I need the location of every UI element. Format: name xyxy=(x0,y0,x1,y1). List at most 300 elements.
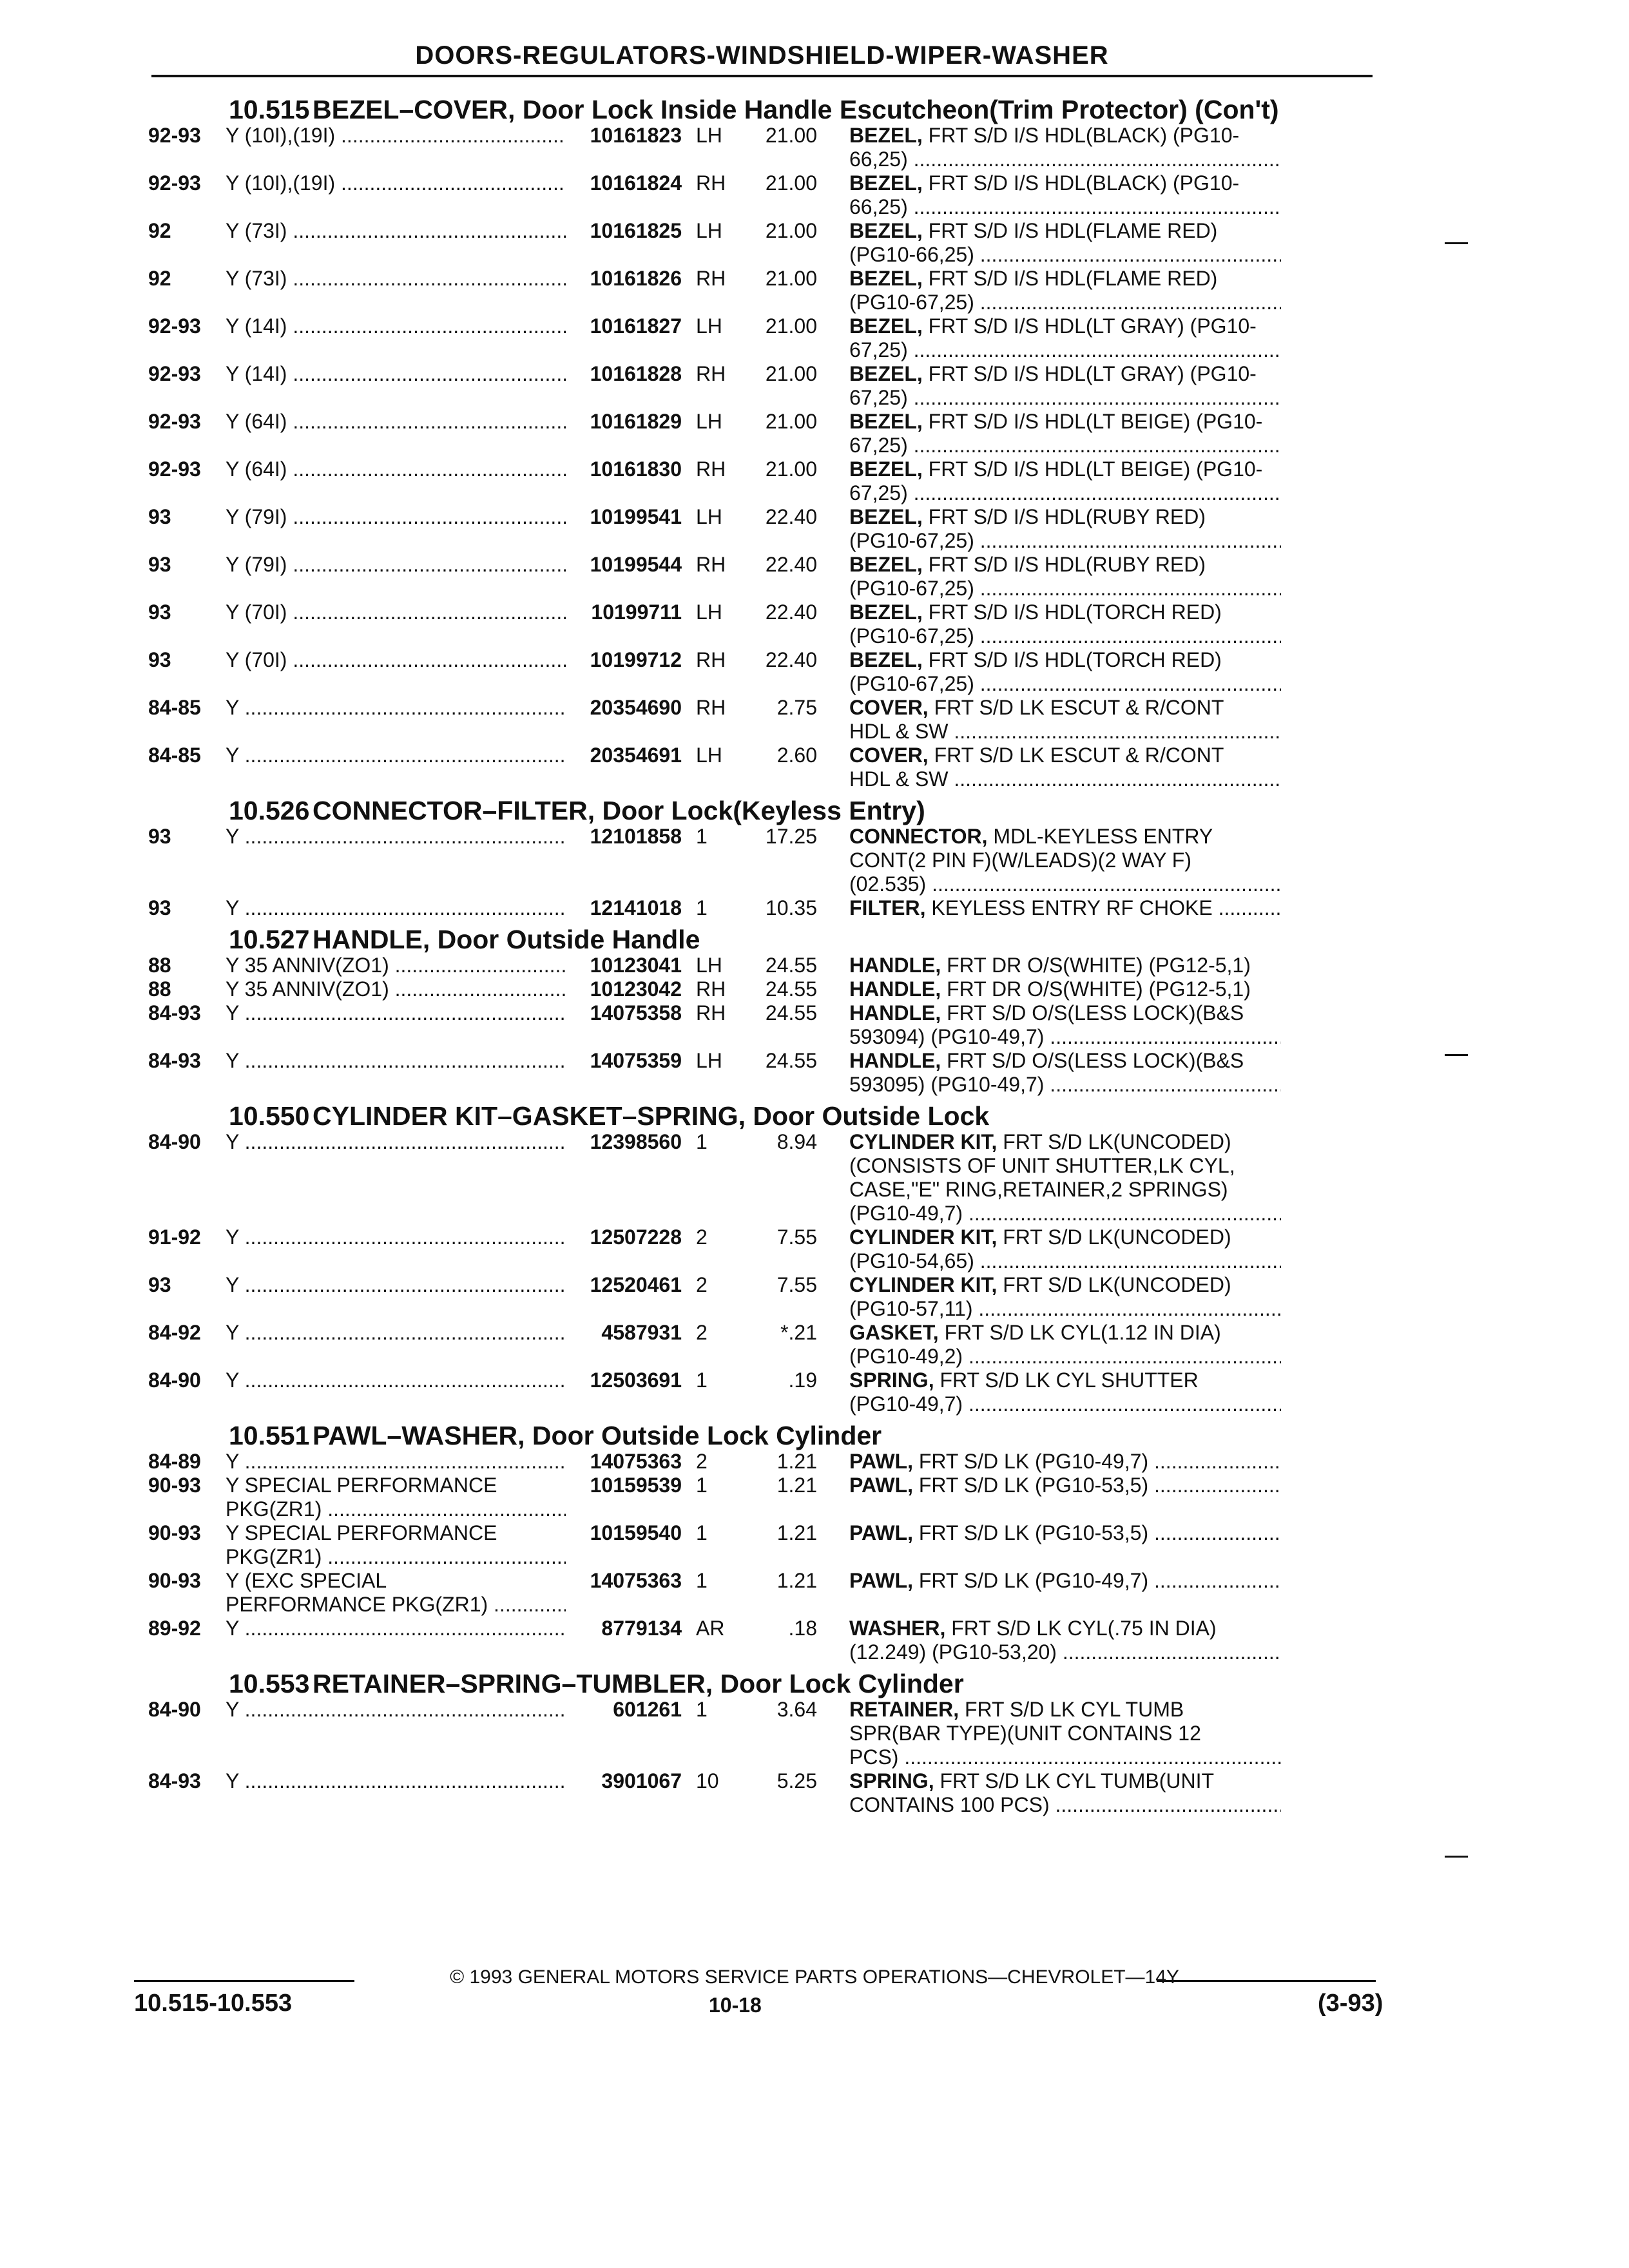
model-years: 84-90 xyxy=(148,1698,201,1721)
section-heading xyxy=(148,796,1373,825)
description-line xyxy=(849,1698,1281,1722)
description xyxy=(817,1521,1281,1569)
description-line xyxy=(849,1273,1281,1297)
description xyxy=(817,124,1281,171)
part-name: WASHER, xyxy=(849,1617,946,1640)
description-text: (PG10-67,25) xyxy=(849,672,974,695)
description-text: KEYLESS ENTRY RF CHOKE xyxy=(931,896,1213,919)
quantity: 1 xyxy=(696,1474,708,1497)
quantity: RH xyxy=(696,171,726,195)
revision-date: (3-93) xyxy=(1318,1990,1383,2017)
quantity: 2 xyxy=(696,1321,708,1344)
page-header xyxy=(151,39,1373,77)
catalog-section xyxy=(148,1669,1373,1817)
description-line xyxy=(849,977,1281,1001)
list-price: 24.55 xyxy=(765,977,817,1001)
list-price: 3.64 xyxy=(776,1698,817,1721)
quantity: 1 xyxy=(696,1130,708,1153)
model-years: 92-93 xyxy=(148,362,201,385)
part-number: 10161830 xyxy=(590,457,682,481)
description-line xyxy=(849,1722,1281,1745)
application-line: Y (73I) ..... xyxy=(226,219,566,243)
list-price: 21.00 xyxy=(765,362,817,385)
description xyxy=(817,1049,1281,1097)
list-price: 21.00 xyxy=(765,314,817,338)
list-price: 10.35 xyxy=(765,896,817,919)
description xyxy=(817,1450,1281,1474)
description-text: (PG10-54,65) xyxy=(849,1249,974,1273)
model-years: 84-93 xyxy=(148,1001,201,1024)
description xyxy=(817,505,1281,553)
description-text: HDL & SW xyxy=(849,767,949,791)
list-price: 1.21 xyxy=(776,1569,817,1592)
catalog-section xyxy=(148,1421,1373,1664)
description xyxy=(817,1130,1281,1225)
list-price: 22.40 xyxy=(765,601,817,624)
part-row xyxy=(148,648,1373,696)
description-text: 67,25) xyxy=(849,434,908,457)
part-name: BEZEL, xyxy=(849,314,923,338)
description-text: FRT S/D I/S HDL(BLACK) (PG10- xyxy=(928,124,1240,147)
description-line xyxy=(849,1474,1281,1497)
copyright-notice: © 1993 GENERAL MOTORS SERVICE PARTS OPERATIONS—CHEVROLET—14Y xyxy=(450,1966,1179,1988)
part-row xyxy=(148,1521,1373,1569)
description xyxy=(817,601,1281,648)
section-heading xyxy=(148,1102,1373,1130)
part-row xyxy=(148,1001,1373,1049)
list-price: 22.40 xyxy=(765,505,817,528)
part-name: CYLINDER KIT, xyxy=(849,1273,998,1296)
model-years: 92 xyxy=(148,219,171,242)
application xyxy=(226,744,566,791)
section-number: 10.515 xyxy=(229,95,310,124)
application-line: Y ..... xyxy=(226,1225,566,1249)
part-number: 601261 xyxy=(613,1698,682,1721)
part-row xyxy=(148,1321,1373,1369)
application-line: Y ..... xyxy=(226,1321,566,1345)
description xyxy=(817,410,1281,457)
description-line xyxy=(849,1569,1281,1593)
application-line: Y (64I) ..... xyxy=(226,457,566,481)
description-line xyxy=(849,1521,1281,1545)
description-line xyxy=(849,243,1281,267)
description-line xyxy=(849,1130,1281,1154)
description-text: FRT S/D LK (PG10-53,5) xyxy=(918,1474,1149,1497)
application-line: Y ..... xyxy=(226,1273,566,1297)
description-text: FRT S/D I/S HDL(TORCH RED) xyxy=(928,648,1222,671)
part-name: BEZEL, xyxy=(849,648,923,671)
quantity: RH xyxy=(696,267,726,290)
description xyxy=(817,1769,1281,1817)
part-row xyxy=(148,457,1373,505)
model-years: 92-93 xyxy=(148,410,201,433)
description-text: 67,25) xyxy=(849,386,908,409)
part-name: HANDLE, xyxy=(849,1001,941,1024)
list-price: 7.55 xyxy=(776,1225,817,1249)
application xyxy=(226,648,566,696)
application-line: Y ..... xyxy=(226,825,566,849)
application-line: Y ..... xyxy=(226,1698,566,1722)
quantity: 2 xyxy=(696,1273,708,1296)
quantity: 10 xyxy=(696,1769,719,1792)
quantity: LH xyxy=(696,124,722,147)
model-years: 84-92 xyxy=(148,1321,201,1344)
description-text: FRT S/D LK (PG10-49,7) xyxy=(918,1450,1149,1473)
section-title: RETAINER–SPRING–TUMBLER, Door Lock Cylinder xyxy=(313,1669,964,1698)
application xyxy=(226,553,566,601)
description xyxy=(817,1273,1281,1321)
application-line: Y ..... xyxy=(226,1130,566,1154)
description-text: CASE,"E" RING,RETAINER,2 SPRINGS) xyxy=(849,1178,1228,1201)
description-line xyxy=(849,1202,1281,1225)
part-name: BEZEL, xyxy=(849,124,923,147)
description-text: FRT S/D LK CYL(1.12 IN DIA) xyxy=(944,1321,1221,1344)
description-text: (PG10-67,25) xyxy=(849,529,974,552)
quantity: LH xyxy=(696,744,722,767)
description xyxy=(817,696,1281,744)
description-line xyxy=(849,314,1281,338)
quantity: LH xyxy=(696,1049,722,1072)
model-years: 84-93 xyxy=(148,1769,201,1792)
section-heading xyxy=(148,925,1373,954)
description-text: FRT S/D I/S HDL(LT BEIGE) (PG10- xyxy=(928,410,1263,433)
model-years: 88 xyxy=(148,977,171,1001)
application xyxy=(226,1769,566,1817)
part-number: 10161824 xyxy=(590,171,682,195)
description-line xyxy=(849,1321,1281,1345)
model-years: 93 xyxy=(148,505,171,528)
quantity: 2 xyxy=(696,1450,708,1473)
description-line xyxy=(849,1001,1281,1025)
part-row xyxy=(148,219,1373,267)
description-text: FRT S/D LK CYL TUMB(UNIT xyxy=(940,1769,1215,1792)
application xyxy=(226,410,566,457)
application-line: Y (70I) ..... xyxy=(226,601,566,624)
description-line xyxy=(849,362,1281,386)
model-years: 92-93 xyxy=(148,457,201,481)
list-price: .18 xyxy=(788,1617,817,1640)
part-number: 14075363 xyxy=(590,1569,682,1592)
application xyxy=(226,1698,566,1769)
description-text: FRT S/D I/S HDL(RUBY RED) xyxy=(928,505,1206,528)
description-text: FRT S/D LK (PG10-53,5) xyxy=(918,1521,1149,1544)
part-number: 20354690 xyxy=(590,696,682,719)
description xyxy=(817,896,1281,920)
description-line xyxy=(849,577,1281,601)
list-price: 22.40 xyxy=(765,648,817,671)
list-price: 2.60 xyxy=(776,744,817,767)
part-name: CONNECTOR, xyxy=(849,825,988,848)
list-price: 21.00 xyxy=(765,457,817,481)
description-line xyxy=(849,1769,1281,1793)
quantity: LH xyxy=(696,314,722,338)
part-row xyxy=(148,267,1373,314)
part-number: 4587931 xyxy=(601,1321,682,1344)
part-name: BEZEL, xyxy=(849,553,923,576)
list-price: 1.21 xyxy=(776,1521,817,1544)
description xyxy=(817,1474,1281,1521)
list-price: 1.21 xyxy=(776,1450,817,1473)
part-row xyxy=(148,1225,1373,1273)
part-name: FILTER, xyxy=(849,896,926,919)
description xyxy=(817,171,1281,219)
description-text: FRT S/D I/S HDL(TORCH RED) xyxy=(928,601,1222,624)
part-name: PAWL, xyxy=(849,1521,913,1544)
part-number: 10161826 xyxy=(590,267,682,290)
catalog-section xyxy=(148,925,1373,1097)
part-name: HANDLE, xyxy=(849,977,941,1001)
application xyxy=(226,1474,566,1521)
model-years: 93 xyxy=(148,648,171,671)
part-row xyxy=(148,1474,1373,1521)
application xyxy=(226,1569,566,1617)
description-line xyxy=(849,672,1281,696)
quantity: RH xyxy=(696,553,726,576)
description-text: 66,25) xyxy=(849,195,908,218)
description-line xyxy=(849,1025,1281,1049)
list-price: 7.55 xyxy=(776,1273,817,1296)
section-title: CYLINDER KIT–GASKET–SPRING, Door Outside Lock xyxy=(313,1101,990,1131)
part-name: PAWL, xyxy=(849,1450,913,1473)
description-line xyxy=(849,457,1281,481)
application-line: Y (73I) ..... xyxy=(226,267,566,291)
part-name: RETAINER, xyxy=(849,1698,959,1721)
application xyxy=(226,457,566,505)
quantity: 1 xyxy=(696,1521,708,1544)
section-heading xyxy=(148,1421,1373,1450)
description-line xyxy=(849,767,1281,791)
application xyxy=(226,267,566,314)
application xyxy=(226,1450,566,1474)
quantity: RH xyxy=(696,362,726,385)
description-text: FRT S/D LK CYL TUMB xyxy=(964,1698,1184,1721)
part-number: 10123041 xyxy=(590,954,682,977)
quantity: 1 xyxy=(696,1569,708,1592)
part-row xyxy=(148,1450,1373,1474)
quantity: 1 xyxy=(696,1698,708,1721)
application-line: Y (79I) ..... xyxy=(226,505,566,529)
description-text: FRT S/D LK CYL(.75 IN DIA) xyxy=(951,1617,1217,1640)
part-name: HANDLE, xyxy=(849,1049,941,1072)
description xyxy=(817,1369,1281,1416)
application-line: Y SPECIAL PERFORMANCE xyxy=(226,1474,497,1497)
margin-mark xyxy=(1445,242,1468,244)
description-text: 593095) (PG10-49,7) xyxy=(849,1073,1045,1096)
description xyxy=(817,457,1281,505)
description-text: (PG10-49,7) xyxy=(849,1392,963,1416)
description xyxy=(817,1617,1281,1664)
description-line xyxy=(849,744,1281,767)
application xyxy=(226,171,566,219)
part-name: BEZEL, xyxy=(849,410,923,433)
description-line xyxy=(849,410,1281,434)
description xyxy=(817,977,1281,1001)
list-price: *.21 xyxy=(780,1321,817,1344)
part-row xyxy=(148,171,1373,219)
section-heading xyxy=(148,1669,1373,1698)
description xyxy=(817,648,1281,696)
margin-mark xyxy=(1445,1054,1468,1056)
quantity: RH xyxy=(696,696,726,719)
description-text: FRT S/D I/S HDL(RUBY RED) xyxy=(928,553,1206,576)
application xyxy=(226,1369,566,1416)
application-line: Y SPECIAL PERFORMANCE xyxy=(226,1521,497,1544)
description-line xyxy=(849,1369,1281,1392)
description-text: FRT S/D LK(UNCODED) xyxy=(1003,1273,1231,1296)
model-years: 93 xyxy=(148,825,171,848)
application-line: Y ..... xyxy=(226,896,566,920)
list-price: 5.25 xyxy=(776,1769,817,1792)
part-number: 10199711 xyxy=(591,601,682,624)
description-line xyxy=(849,648,1281,672)
application-line: Y ..... xyxy=(226,744,566,767)
model-years: 88 xyxy=(148,954,171,977)
description-line xyxy=(849,696,1281,720)
description-text: FRT S/D I/S HDL(LT GRAY) (PG10- xyxy=(928,362,1257,385)
description-line xyxy=(849,1745,1281,1769)
description-text: 593094) (PG10-49,7) xyxy=(849,1025,1045,1048)
application xyxy=(226,505,566,553)
description-line xyxy=(849,896,1281,920)
list-price: 21.00 xyxy=(765,171,817,195)
part-name: HANDLE, xyxy=(849,954,941,977)
part-number: 20354691 xyxy=(590,744,682,767)
description-text: FRT DR O/S(WHITE) (PG12-5,1) xyxy=(947,977,1251,1001)
description-line xyxy=(849,872,1281,896)
description-line xyxy=(849,267,1281,291)
section-heading xyxy=(148,95,1373,124)
part-number: 12503691 xyxy=(590,1369,682,1392)
part-name: PAWL, xyxy=(849,1569,913,1592)
description xyxy=(817,314,1281,362)
part-number: 10161823 xyxy=(590,124,682,147)
description xyxy=(817,362,1281,410)
part-number: 12398560 xyxy=(590,1130,682,1153)
description-line xyxy=(849,1345,1281,1369)
application xyxy=(226,1130,566,1225)
model-years: 93 xyxy=(148,601,171,624)
description-text: 67,25) xyxy=(849,338,908,361)
model-years: 93 xyxy=(148,553,171,576)
description-line xyxy=(849,386,1281,410)
part-row xyxy=(148,1617,1373,1664)
list-price: 24.55 xyxy=(765,954,817,977)
description-line xyxy=(849,624,1281,648)
application-line: Y (79I) ..... xyxy=(226,553,566,577)
description-line xyxy=(849,434,1281,457)
application-line: PKG(ZR1) ..... xyxy=(226,1497,566,1521)
section-title: HANDLE, Door Outside Handle xyxy=(313,925,700,954)
description-line xyxy=(849,1617,1281,1640)
description-text: FRT S/D LK ESCUT & R/CONT xyxy=(934,696,1224,719)
description-text: FRT S/D I/S HDL(LT GRAY) (PG10- xyxy=(928,314,1257,338)
description-text: PCS) xyxy=(849,1745,899,1769)
application-line: Y (70I) ..... xyxy=(226,648,566,672)
part-name: COVER, xyxy=(849,744,929,767)
application xyxy=(226,1321,566,1369)
application xyxy=(226,896,566,920)
part-number: 10161829 xyxy=(590,410,682,433)
description-line xyxy=(849,171,1281,195)
model-years: 92-93 xyxy=(148,171,201,195)
application-line: Y (64I) ..... xyxy=(226,410,566,434)
list-price: 22.40 xyxy=(765,553,817,576)
description-text: 66,25) xyxy=(849,148,908,171)
description-text: FRT S/D LK(UNCODED) xyxy=(1003,1225,1231,1249)
description-text: FRT S/D LK (PG10-49,7) xyxy=(918,1569,1149,1592)
list-price: 17.25 xyxy=(765,825,817,848)
description-line xyxy=(849,1450,1281,1474)
description-line xyxy=(849,481,1281,505)
description-line xyxy=(849,601,1281,624)
description-text: FRT DR O/S(WHITE) (PG12-5,1) xyxy=(947,954,1251,977)
application-line: Y (10I),(19I) ..... xyxy=(226,124,566,148)
part-name: BEZEL, xyxy=(849,457,923,481)
application xyxy=(226,825,566,896)
description-line xyxy=(849,720,1281,744)
description xyxy=(817,954,1281,977)
quantity: LH xyxy=(696,505,722,528)
section-range: 10.515-10.553 xyxy=(134,1990,293,2017)
section-number: 10.553 xyxy=(229,1669,310,1698)
part-row xyxy=(148,1130,1373,1225)
list-price: 2.75 xyxy=(776,696,817,719)
part-number: 12101858 xyxy=(590,825,682,848)
application-line: Y ..... xyxy=(226,696,566,720)
description xyxy=(817,825,1281,896)
model-years: 84-89 xyxy=(148,1450,201,1473)
description-line xyxy=(849,1392,1281,1416)
quantity: LH xyxy=(696,601,722,624)
quantity: 2 xyxy=(696,1225,708,1249)
list-price: 8.94 xyxy=(776,1130,817,1153)
description-line xyxy=(849,825,1281,849)
description-line xyxy=(849,1178,1281,1202)
part-number: 8779134 xyxy=(601,1617,682,1640)
model-years: 91-92 xyxy=(148,1225,201,1249)
section-title: BEZEL–COVER, Door Lock Inside Handle Escutcheon(Trim Protector) (Con't) xyxy=(313,95,1279,124)
list-price: 21.00 xyxy=(765,410,817,433)
description-text: FRT S/D I/S HDL(FLAME RED) xyxy=(928,219,1218,242)
description-line xyxy=(849,1049,1281,1073)
part-number: 10199712 xyxy=(590,648,682,671)
page-number: 10-18 xyxy=(709,1994,762,2017)
application-line: Y (14I) ..... xyxy=(226,314,566,338)
model-years: 84-90 xyxy=(148,1130,201,1153)
description-text: FRT S/D LK CYL SHUTTER xyxy=(940,1369,1199,1392)
application xyxy=(226,124,566,171)
quantity: 1 xyxy=(696,896,708,919)
section-title: CONNECTOR–FILTER, Door Lock(Keyless Entry) xyxy=(313,796,925,825)
description-line xyxy=(849,148,1281,171)
model-years: 89-92 xyxy=(148,1617,201,1640)
description-text: FRT S/D I/S HDL(BLACK) (PG10- xyxy=(928,171,1240,195)
part-number: 12141018 xyxy=(590,896,682,919)
part-row xyxy=(148,696,1373,744)
application-line: Y (EXC SPECIAL xyxy=(226,1569,387,1592)
description-text: FRT S/D O/S(LESS LOCK)(B&S xyxy=(947,1049,1244,1072)
part-row xyxy=(148,1369,1373,1416)
description-line xyxy=(849,529,1281,553)
section-number: 10.551 xyxy=(229,1421,310,1450)
application xyxy=(226,1521,566,1569)
part-row xyxy=(148,601,1373,648)
description-line xyxy=(849,954,1281,977)
list-price: 21.00 xyxy=(765,267,817,290)
description-text: (PG10-66,25) xyxy=(849,243,974,266)
application xyxy=(226,219,566,267)
section-number: 10.527 xyxy=(229,925,310,954)
